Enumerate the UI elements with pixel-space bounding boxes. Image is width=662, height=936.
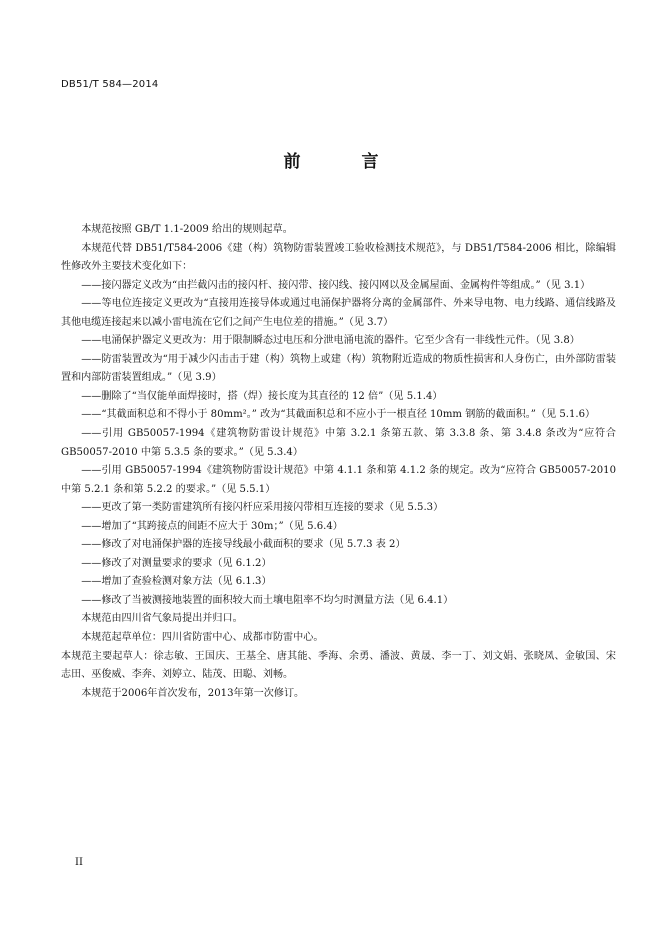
- change-item-lps: ——防雷装置改为“用于减少闪击击于建（构）筑物上或建（构）筑物附近造成的物质性损害和人身伤亡，由外部防雷装置和内部防雷装置组成。”（见 3.9）: [61, 353, 616, 384]
- change-item-5-7-3: ——修改了对电涌保护器的连接导线最小截面积的要求（见 5.7.3 表 2）: [81, 539, 406, 551]
- paragraph-drafters: 本规范主要起草人：徐志敏、王国庆、王基全、唐其能、季海、余勇、潘波、黄晟、李一丁、刘文娟、张晓凤、金敏国、宋志田、巫俊威、李奔、刘婷立、陆茂、田聪、刘畅。: [61, 650, 616, 681]
- change-item-gb-5-5-1: ——引用 GB50057-1994《建筑物防雷设计规范》中第 4.1.1 条和第 4.1.2 条的规定。改为“应符合 GB50057-2010 中第 5.2.1 条和第 5.2.2 的要求。”（见 5.5.1）: [61, 465, 616, 495]
- paragraph-drafting-rules: 本规范按照 GB/T 1.1-2009 给出的规则起草。: [81, 224, 293, 235]
- change-item-5-5-3: ——更改了第一类防雷建筑所有接闪杆应采用接闪带相互连接的要求（见 5.5.3）: [81, 502, 444, 514]
- paragraph-release-history: 本规范于2006年首次发布，2013年第一次修订。: [81, 687, 305, 699]
- paragraph-drafting-units: 本规范起草单位：四川省防雷中心、成都市防雷中心。: [81, 632, 324, 644]
- change-item-6-1-2: ——修改了对测量要求的要求（见 6.1.2）: [81, 557, 272, 569]
- change-item-air-terminal: ——接闪器定义改为“由拦截闪击的接闪杆、接闪带、接闪线、接闪网以及金属屋面、金属构件等组成。”（见 3.1）: [81, 279, 591, 291]
- document-body: [61, 221, 616, 703]
- change-item-cross-section: ——“其截面积总和不得小于 80mm²。” 改为“其截面积总和不应小于一根直径 10mm 钢筋的截面积。”（见 5.1.6）: [81, 409, 596, 421]
- page-title: 前 言: [283, 152, 401, 172]
- paragraph-proposer: 本规范由四川省气象局提出并归口。: [81, 613, 243, 625]
- change-item-spd: ——电涌保护器定义更改为：用于限制瞬态过电压和分泄电涌电流的器件。它至少含有一非线性元件。（见 3.8）: [81, 335, 580, 347]
- document-code: DB51/T 584—2014: [61, 79, 159, 90]
- change-item-gb-5-3-4: ——引用 GB50057-1994《建筑物防雷设计规范》中第 3.2.1 条第五款、第 3.3.8 条、第 3.4.8 条改为“应符合 GB50057-2010 中第 5.3.5 条的要求。”（见 5.3.4）: [61, 428, 616, 458]
- change-item-6-4-1: ——修改了当被测接地装置的面积较大而土壤电阻率不均匀时测量方法（见 6.4.1）: [81, 594, 454, 606]
- change-item-5-6-4: ——增加了“其跨接点的间距不应大于 30m；”（见 5.6.4）: [81, 520, 343, 532]
- paragraph-replaces: 本规范代替 DB51/T584-2006《建（构）筑物防雷装置竣工验收检测技术规范》，与 DB51/T584-2006 相比，除编辑性修改外主要技术变化如下：: [61, 242, 616, 273]
- change-item-6-1-3: ——增加了查验检测对象方法（见 6.1.3）: [81, 576, 272, 588]
- change-item-equipotential: ——等电位连接定义更改为“直接用连接导体或通过电涌保护器将分离的金属部件、外来导电物、电力线路、通信线路及其他电缆连接起来以减小雷电流在它们之间产生电位差的措施。”（见 3.7）: [61, 298, 616, 328]
- page-number: II: [75, 857, 83, 868]
- change-item-weld-length: ——删除了“当仅能单面焊接时，搭（焊）接长度为其直径的 12 倍”（见 5.1.4）: [81, 390, 443, 402]
